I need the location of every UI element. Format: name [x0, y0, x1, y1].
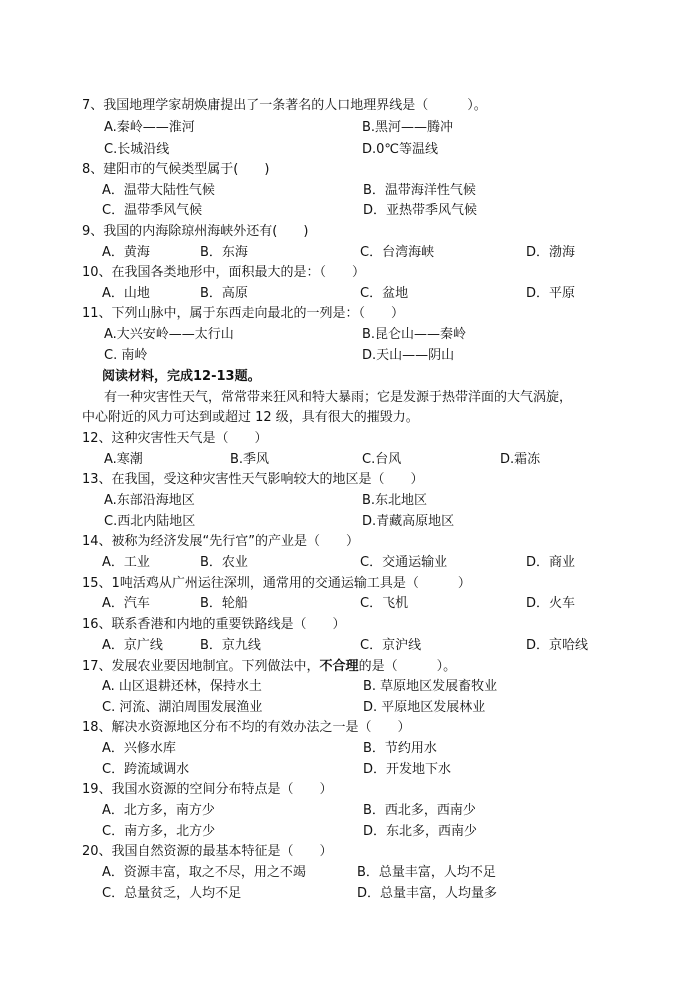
option-a: A．兴修水库 [102, 741, 176, 756]
option-b: B．高原 [200, 286, 248, 301]
reading-passage-text: 有一种灾害性天气，常常带来狂风和特大暴雨；它是发源于热带洋面的大气涡旋， [104, 390, 573, 405]
option-d: D．渤海 [526, 245, 576, 260]
option-b: B.黑河——腾冲 [362, 120, 454, 135]
option-a: A．资源丰富，取之不尽，用之不竭 [102, 865, 306, 880]
option-c: C．盆地 [360, 286, 409, 301]
option-a: A．京广线 [102, 638, 163, 653]
option-c: C．京沪线 [360, 638, 422, 653]
question-stem: 12、这种灾害性天气是（ ） [82, 431, 268, 446]
question-stem: 7、我国地理学家胡焕庸提出了一条著名的人口地理界线是（ ）。 [82, 98, 487, 113]
option-a: A.大兴安岭——太行山 [104, 327, 234, 342]
option-b: B．轮船 [200, 596, 248, 611]
option-c: C．南方多，北方少 [102, 824, 216, 839]
option-c: C．跨流域调水 [102, 762, 190, 777]
option-a: A. 山区退耕还林，保持水土 [102, 679, 262, 694]
option-c: C．飞机 [360, 596, 409, 611]
option-b: B.东北地区 [362, 493, 428, 508]
reading-passage-text: 中心附近的风力可达到或超过 12 级，具有很大的摧毁力。 [82, 410, 419, 425]
option-a: A.寒潮 [104, 452, 143, 467]
option-b: B．东海 [200, 245, 248, 260]
option-a: A.东部沿海地区 [104, 493, 195, 508]
option-c: C．温带季风气候 [102, 203, 203, 218]
option-c: C．总量贫乏，人均不足 [102, 886, 242, 901]
option-d: D．总量丰富，人均量多 [357, 886, 498, 901]
option-c: C. 南岭 [104, 348, 148, 363]
option-b: B．西北多，西南少 [363, 803, 476, 818]
option-d: D.霜冻 [500, 452, 541, 467]
option-c: C.长城沿线 [104, 142, 170, 157]
option-c: C．台湾海峡 [360, 245, 435, 260]
question-stem: 20、我国自然资源的最基本特征是（ ） [82, 844, 333, 859]
question-stem-pre: 17、发展农业要因地制宜。下列做法中， [82, 659, 320, 674]
option-d: D．东北多，西南少 [363, 824, 478, 839]
option-d: D. 平原地区发展林业 [363, 700, 486, 715]
option-b: B.季风 [230, 452, 270, 467]
option-b: B．农业 [200, 555, 248, 570]
option-a: A.秦岭——淮河 [104, 120, 195, 135]
question-stem: 13、在我国，受这种灾害性天气影响较大的地区是（ ） [82, 472, 424, 487]
option-d: D．开发地下水 [363, 762, 452, 777]
question-stem-emphasis: 不合理 [319, 659, 359, 674]
question-stem: 15、1吨活鸡从广州运往深圳，通常用的交通运输工具是（ ） [82, 576, 471, 591]
question-stem [82, 659, 456, 674]
question-stem: 18、解决水资源地区分布不均的有效办法之一是（ ） [82, 720, 411, 735]
question-stem: 14、被称为经济发展“先行官”的产业是（ ） [82, 534, 360, 549]
option-d: D．商业 [526, 555, 576, 570]
option-d: D．亚热带季风气候 [363, 203, 478, 218]
option-d: D.天山——阴山 [362, 348, 455, 363]
option-b: B. 草原地区发展畜牧业 [363, 679, 498, 694]
reading-heading-text: 阅读材料，完成12-13题。 [102, 369, 261, 384]
option-a: A．山地 [102, 286, 150, 301]
question-stem: 8、建阳市的气候类型属于( ) [82, 162, 270, 177]
question-stem: 9、我国的内海除琼州海峡外还有( ) [82, 224, 309, 239]
option-c: C.西北内陆地区 [104, 514, 196, 529]
option-a: A．北方多，南方少 [102, 803, 215, 818]
option-a: A．温带大陆性气候 [102, 183, 215, 198]
option-d: D.青藏高原地区 [362, 514, 455, 529]
option-b: B.昆仑山——秦岭 [362, 327, 467, 342]
option-c: C．交通运输业 [360, 555, 448, 570]
question-stem: 16、联系香港和内地的重要铁路线是（ ） [82, 617, 346, 632]
option-c: C.台风 [362, 452, 402, 467]
question-17 [82, 657, 456, 677]
question-stem: 10、在我国各类地形中，面积最大的是：（ ） [82, 265, 366, 280]
option-b: B．节约用水 [363, 741, 437, 756]
option-d: D．平原 [526, 286, 576, 301]
option-c: C. 河流、湖泊周围发展渔业 [102, 700, 263, 715]
option-a: A．黄海 [102, 245, 150, 260]
option-b: B．京九线 [200, 638, 261, 653]
question-stem: 19、我国水资源的空间分布特点是（ ） [82, 782, 333, 797]
option-d: D.0℃等温线 [362, 142, 439, 157]
question-stem: 11、下列山脉中，属于东西走向最北的一列是：（ ） [82, 306, 405, 321]
option-b: B．温带海洋性气候 [363, 183, 476, 198]
option-d: D．京哈线 [526, 638, 589, 653]
option-d: D．火车 [526, 596, 576, 611]
option-a: A．汽车 [102, 596, 150, 611]
option-a: A．工业 [102, 555, 150, 570]
option-b: B．总量丰富，人均不足 [357, 865, 496, 880]
question-stem-post: 的是（ ）。 [358, 659, 457, 674]
